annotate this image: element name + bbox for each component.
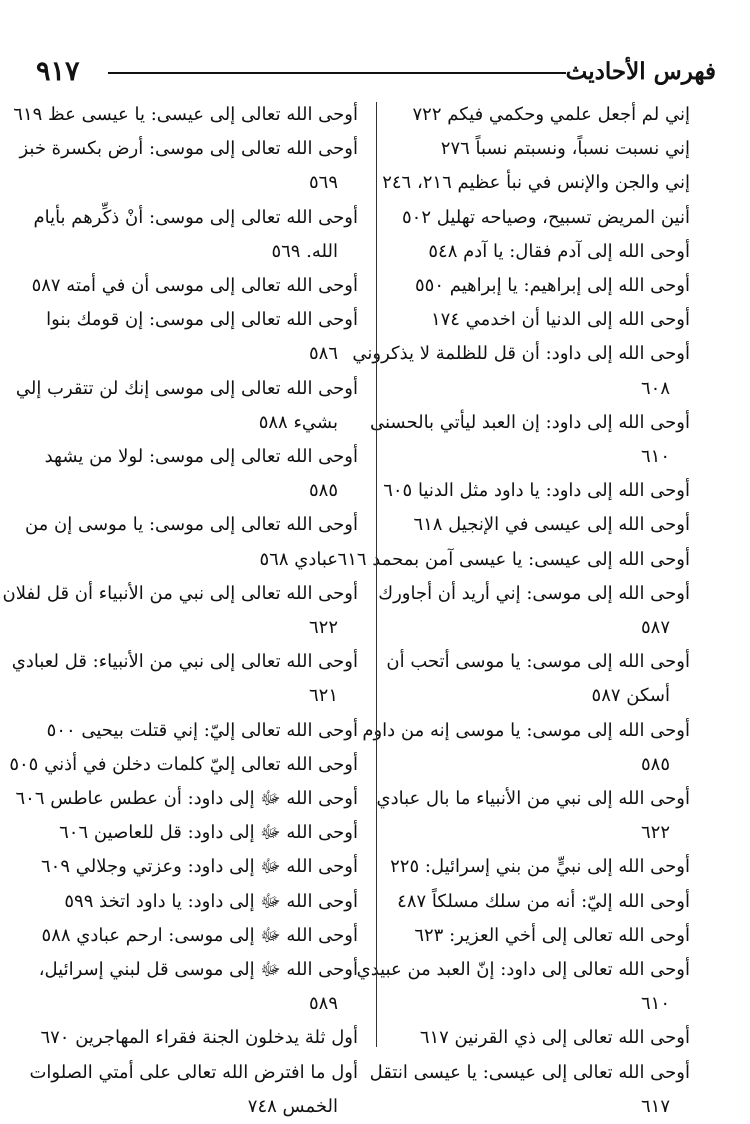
index-entry <box>369 1056 690 1124</box>
index-column-right <box>337 98 690 1124</box>
index-entry <box>13 98 358 132</box>
index-entry <box>356 953 690 1021</box>
entry-text: أوحى الله تعالى إليّ كلمات دخلن في أذني ٥٠٥ <box>9 753 358 775</box>
entry-text: أول ما افترض الله تعالى على أمتي الصلوات <box>29 1061 358 1083</box>
index-entry <box>40 953 358 1021</box>
entry-text: أوحى الله تعالى إلى عيسى: يا عيسى عظ ٦١٩ <box>13 104 358 125</box>
entry-text: أوحى الله إلى داود: يا داود مثل الدنيا ٦٠٥ <box>383 480 690 502</box>
entry-text: أوحى الله ﷻ إلى داود: وعزتي وجلالي ٦٠٩ <box>40 856 358 878</box>
index-entry <box>40 850 358 884</box>
entry-text: أوحى الله إلى نبيٍّ من بني إسرائيل: ٢٢٥ <box>390 856 690 878</box>
column-divider <box>376 102 377 1047</box>
index-entry <box>15 782 358 816</box>
entry-continuation: ٥٦٩ <box>308 172 338 194</box>
index-entry <box>386 645 690 713</box>
entry-continuation: ٥٨٦ <box>308 343 338 365</box>
entry-text: أوحى الله تعالى إلى داود: إنّ العبد من عبيدي <box>356 959 690 981</box>
entry-text: إني والجن والإنس في نبأ عظيم ٢١٦، ٢٤٦ <box>382 172 690 194</box>
entry-continuation: ٦١٠ <box>640 993 670 1015</box>
index-entry <box>40 1021 358 1055</box>
entry-text: أوحى الله تعالى إلى موسى أن في أمته ٥٨٧ <box>31 275 358 297</box>
index-entry <box>9 748 358 782</box>
index-entry <box>2 577 358 645</box>
entry-continuation: ٦١٧ <box>640 1095 670 1117</box>
entry-text: أوحى الله تعالى إلى موسى: لولا من يشهد <box>44 446 358 468</box>
entry-text: أوحى الله تعالى إلى أخي العزير: ٦٢٣ <box>414 924 690 946</box>
index-entry <box>11 645 358 713</box>
entry-text: أوحى الله تعالى إلى موسى: أنْ ذكِّرهم بأيام <box>33 206 358 228</box>
entry-text: أوحى الله إلى عيسى في الإنجيل ٦١٨ <box>413 514 690 536</box>
index-column-left <box>2 98 358 1124</box>
entry-text: أوحى الله إلى إبراهيم: يا إبراهيم ٥٥٠ <box>414 275 690 297</box>
entry-text: أوحى الله إلى داود: إن العبد ليأتي بالحسنى <box>369 411 690 433</box>
entry-text: أوحى الله تعالى إلى موسى: يا موسى إن من <box>24 514 358 536</box>
entry-text: أوحى الله إلى عيسى: يا عيسى آمن بمحمد ٦١٦ <box>337 548 690 570</box>
index-entry <box>390 269 690 303</box>
entry-text: أوحى الله تعالى إلى موسى: أرض بكسرة خبز <box>19 138 358 160</box>
index-entry <box>15 372 358 440</box>
entry-continuation: ٥٨٥ <box>308 480 338 502</box>
index-entry <box>362 714 690 782</box>
entry-text: أوحى الله ﷻ إلى داود: يا داود اتخذ ٥٩٩ <box>64 890 358 912</box>
page-header <box>36 54 716 90</box>
index-entry <box>390 98 690 132</box>
index-entry <box>33 201 358 269</box>
entry-text: أوحى الله إلى موسى: إني أريد أن أجاورك <box>378 582 690 604</box>
page-number: ٩١٧ <box>36 56 80 87</box>
index-entry <box>337 543 690 577</box>
entry-text: أول ثلة يدخلون الجنة فقراء المهاجرين ٦٧٠ <box>40 1027 358 1049</box>
index-entry <box>40 885 358 919</box>
entry-text: أوحى الله ﷻ إلى داود: قل للعاصين ٦٠٦ <box>59 822 358 844</box>
index-entry <box>390 303 690 337</box>
entry-continuation: أسكن ٥٨٧ <box>591 685 670 707</box>
index-entry <box>390 850 690 884</box>
index-entry <box>29 1056 358 1124</box>
entry-text: أوحى الله تعالى إلى نبي من الأنبياء: قل لعبادي <box>11 651 358 673</box>
entry-text: أوحى الله إلى موسى: يا موسى أتحب أن <box>386 651 690 673</box>
entry-continuation: ٦٢١ <box>308 685 338 707</box>
entry-continuation: ٦٠٨ <box>640 377 670 399</box>
entry-text: أوحى الله ﷻ إلى موسى: ارحم عبادي ٥٨٨ <box>41 924 358 946</box>
index-entry <box>390 885 690 919</box>
entry-continuation: الخمس ٧٤٨ <box>247 1095 338 1117</box>
entry-text: أوحى الله تعالى إلى عيسى: يا عيسى انتقل <box>369 1061 690 1083</box>
header-rule <box>108 72 566 74</box>
entry-text: أوحى الله ﷻ إلى موسى قل لبني إسرائيل، <box>38 959 358 981</box>
entry-text: أوحى الله إلى نبي من الأنبياء ما بال عبادي <box>376 788 690 810</box>
index-entry <box>40 816 358 850</box>
entry-text: أوحى الله إلى داود: أن قل للظلمة لا يذكروني <box>352 343 690 365</box>
entry-continuation: بشيء ٥٨٨ <box>258 411 338 433</box>
index-entry <box>40 440 358 508</box>
index-entry <box>383 474 690 508</box>
index-entry <box>390 1021 690 1055</box>
index-entry <box>31 269 358 303</box>
index-entry <box>390 919 690 953</box>
index-entry <box>352 337 690 405</box>
entry-text: أوحى الله ﷻ إلى داود: أن عطس عاطس ٦٠٦ <box>15 788 358 810</box>
entry-text: أوحى الله تعالى إلى نبي من الأنبياء أن قل لفلان <box>2 582 358 604</box>
index-entry <box>369 406 690 474</box>
entry-text: أوحى الله تعالى إلى موسى إنك لن تتقرب إلي <box>15 377 358 399</box>
index-entry <box>24 508 358 576</box>
entry-continuation: ٥٨٧ <box>640 617 670 639</box>
entry-text: أوحى الله إليّ: أنه من سلك مسلكاً ٤٨٧ <box>397 890 690 912</box>
entry-text: أوحى الله إلى آدم فقال: يا آدم ٥٤٨ <box>428 240 690 262</box>
entry-text: أوحى الله تعالى إلى موسى: إن قومك بنوا <box>46 309 358 331</box>
index-entry <box>378 577 690 645</box>
entry-continuation: ٥٨٥ <box>640 753 670 775</box>
index-entry <box>19 132 358 200</box>
entry-text: أنين المريض تسبيح، وصياحه تهليل ٥٠٢ <box>401 206 690 228</box>
entry-text: أوحى الله تعالى إليّ: إني قتلت بيحيى ٥٠٠ <box>46 719 358 741</box>
index-entry <box>390 201 690 235</box>
index-entry <box>382 166 690 200</box>
entry-continuation: ٥٨٩ <box>308 993 338 1015</box>
entry-continuation: ٦١٠ <box>640 446 670 468</box>
entry-text: إني نسبت نسباً، ونسبتم نسباً ٢٧٦ <box>440 138 690 160</box>
entry-continuation: عبادي ٥٦٨ <box>259 548 338 570</box>
entry-continuation: الله. ٥٦٩ <box>271 240 338 262</box>
index-entry <box>40 303 358 371</box>
entry-continuation: ٦٢٢ <box>640 822 670 844</box>
index-entry <box>390 235 690 269</box>
entry-text: أوحى الله تعالى إلى ذي القرنين ٦١٧ <box>419 1027 690 1049</box>
index-entry <box>40 714 358 748</box>
entry-text: أوحى الله إلى موسى: يا موسى إنه من داوم <box>362 719 690 741</box>
index-entry <box>376 782 690 850</box>
index-entry <box>40 919 358 953</box>
entry-text: أوحى الله إلى الدنيا أن اخدمي ١٧٤ <box>430 309 690 331</box>
entry-text: إني لم أجعل علمي وحكمي فيكم ٧٢٢ <box>412 104 690 125</box>
running-title: فهرس الأحاديث <box>565 58 716 85</box>
entry-continuation: ٦٢٢ <box>308 617 338 639</box>
index-entry <box>390 132 690 166</box>
index-entry <box>390 508 690 542</box>
